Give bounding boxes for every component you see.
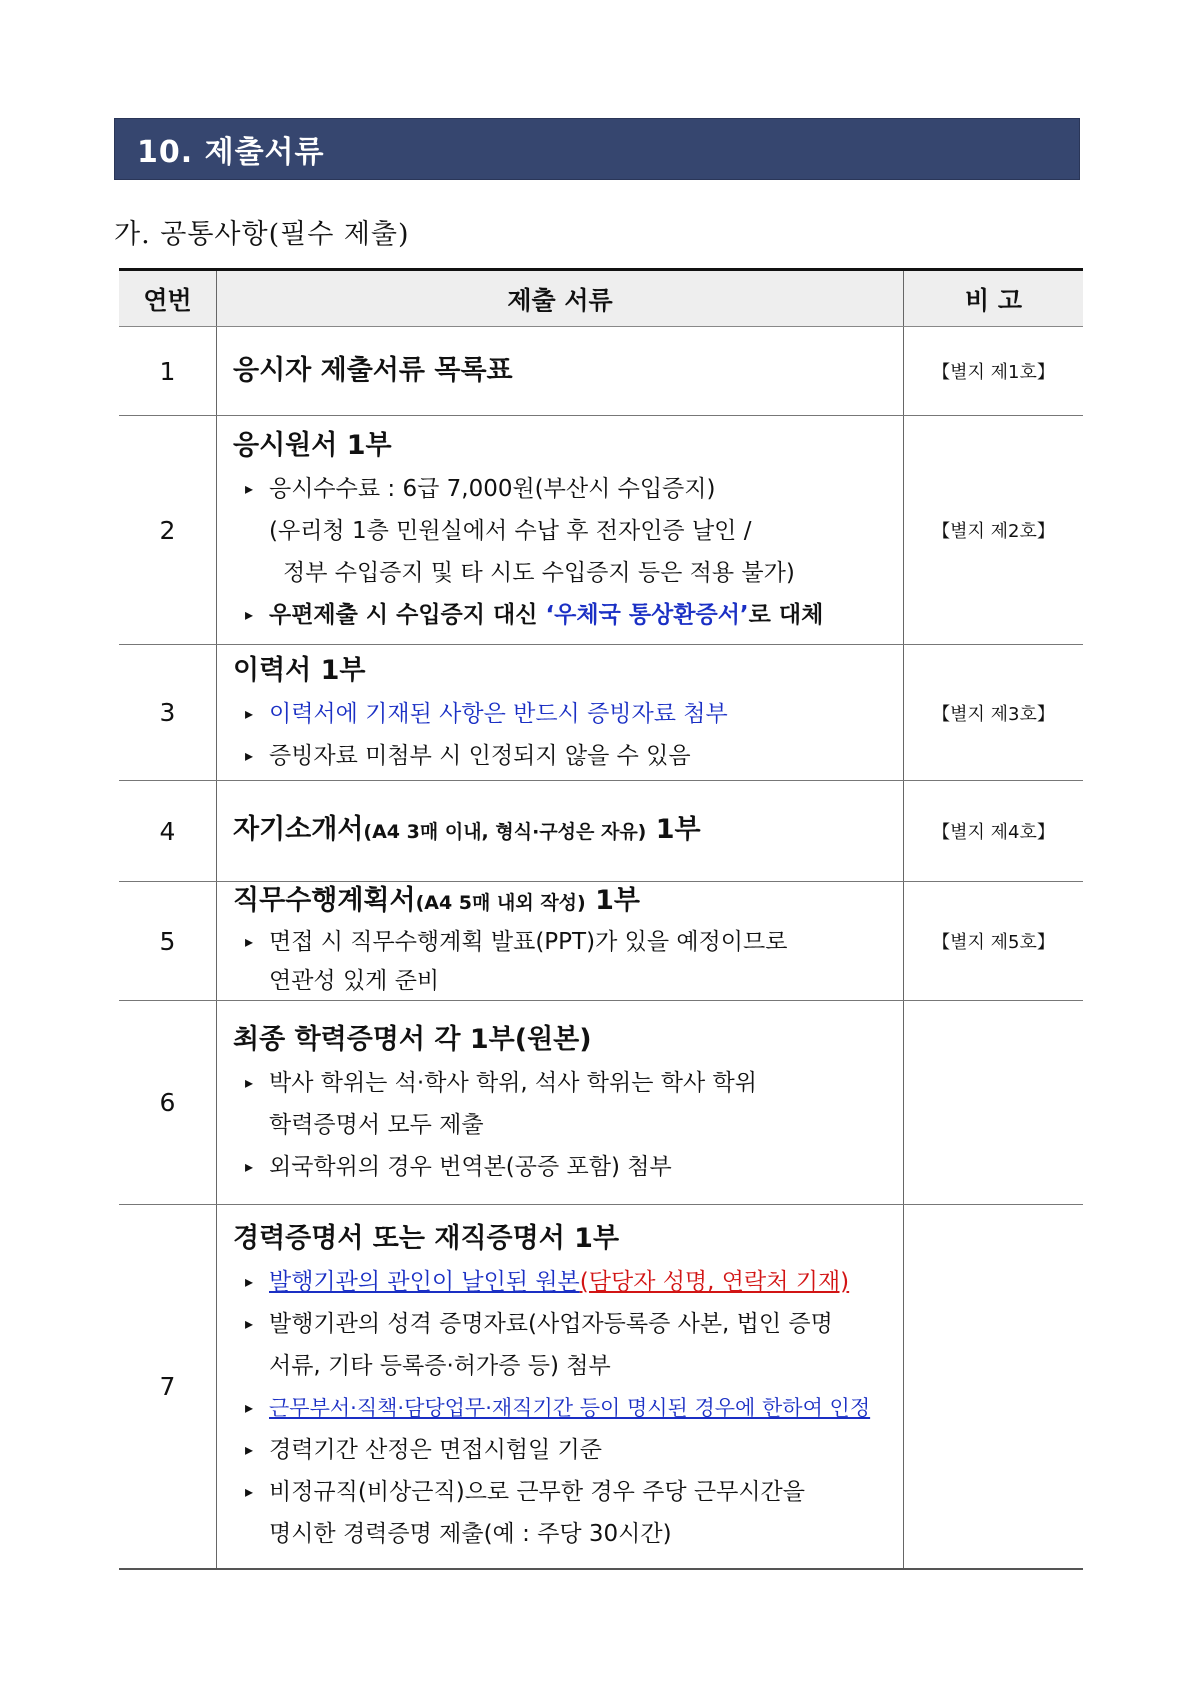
- underlined-text: 발행기관의 관인이 날인된 원본: [269, 1269, 580, 1296]
- table-row: [119, 781, 1083, 882]
- row-doc: [217, 1205, 904, 1569]
- row-title: 이력서 1부: [233, 654, 366, 686]
- bullet-item: ▸ 이력서에 기재된 사항은 반드시 증빙자료 첨부: [233, 693, 903, 735]
- bullet-item: ▸ 비정규직(비상근직)으로 근무한 경우 주당 근무시간을: [233, 1471, 903, 1513]
- row-doc: [217, 645, 904, 781]
- row-title: 경력증명서 또는 재직증명서 1부: [233, 1223, 620, 1255]
- bullet-text: 우편제출 시 수입증지 대신: [269, 602, 546, 628]
- table-header-row: [119, 270, 1083, 327]
- bullet-continuation: 명시한 경력증명 제출(예 : 주당 30시간): [269, 1521, 672, 1548]
- bullet-continuation: 서류, 기타 등록증·허가증 등) 첨부: [269, 1353, 611, 1380]
- row-note: [904, 1001, 1084, 1205]
- table-row: [119, 882, 1083, 1001]
- underlined-red-text: (담당자 성명, 연락처 기재): [579, 1269, 850, 1296]
- header-doc: 제출 서류: [217, 270, 904, 327]
- row-title: [233, 882, 903, 922]
- underlined-text: 근무부서·직책·담당업무·재직기간 등이 명시된 경우에 한하여 인정: [269, 1396, 871, 1421]
- row-note: 【별지 제2호】: [904, 416, 1084, 645]
- header-note: 비 고: [904, 270, 1084, 327]
- title-tail: 1부: [646, 814, 701, 845]
- title-detail: (A4 5매 내외 작성): [415, 892, 586, 914]
- table-row: [119, 1205, 1083, 1569]
- highlight-text: ‘우체국 통상환증서’: [545, 602, 749, 628]
- bullet-item: ▸ 면접 시 직무수행계획 발표(PPT)가 있을 예정이므로: [233, 922, 903, 962]
- table-row: [119, 1001, 1083, 1205]
- row-note: [904, 1205, 1084, 1569]
- row-note: 【별지 제3호】: [904, 645, 1084, 781]
- row-doc: [217, 416, 904, 645]
- row-num: 7: [119, 1205, 217, 1569]
- bullet-item: [233, 1387, 903, 1429]
- header-num: 연번: [119, 270, 217, 327]
- title-tail: 1부: [585, 885, 640, 916]
- bullet-item: ▸ 경력기간 산정은 면접시험일 기준: [233, 1429, 903, 1471]
- table-row: [119, 327, 1083, 416]
- table-row: [119, 416, 1083, 645]
- row-title: [233, 808, 903, 854]
- row-num: 4: [119, 781, 217, 882]
- table-row: [119, 645, 1083, 781]
- row-title: 응시자 제출서류 목록표: [233, 355, 513, 386]
- row-num: 2: [119, 416, 217, 645]
- row-doc: [217, 781, 904, 882]
- title-main: 직무수행계획서: [233, 885, 416, 916]
- bullet-continuation: 정부 수입증지 및 타 시도 수입증지 등은 적용 불가): [283, 560, 795, 586]
- bullet-continuation: 학력증명서 모두 제출: [269, 1111, 484, 1138]
- row-doc: [217, 882, 904, 1001]
- bullet-continuation: (우리청 1층 민원실에서 수납 후 전자인증 날인 /: [269, 518, 752, 544]
- row-title: 최종 학력증명서 각 1부(원본): [233, 1023, 592, 1055]
- title-main: 자기소개서: [233, 814, 364, 845]
- bullet-item: ▸ 응시수수료 : 6급 7,000원(부산시 수입증지): [233, 468, 903, 510]
- bullet-item: ▸ 증빙자료 미첨부 시 인정되지 않을 수 있음: [233, 735, 903, 777]
- bullet-item: [233, 1261, 903, 1303]
- row-num: 1: [119, 327, 217, 416]
- section-header-bar: [114, 118, 1080, 180]
- row-note: 【별지 제1호】: [904, 327, 1084, 416]
- subheading: 가. 공통사항(필수 제출): [114, 219, 410, 250]
- row-title: 응시원서 1부: [233, 430, 392, 461]
- row-num: 6: [119, 1001, 217, 1205]
- bullet-item: ▸ 박사 학위는 석·학사 학위, 석사 학위는 학사 학위: [233, 1062, 903, 1104]
- title-detail: (A4 3매 이내, 형식·구성은 자유): [363, 821, 647, 843]
- documents-table: [119, 268, 1083, 1570]
- bullet-item: [233, 594, 903, 636]
- row-doc: [217, 1001, 904, 1205]
- bullet-item: ▸ 외국학위의 경우 번역본(공증 포함) 첨부: [233, 1146, 903, 1188]
- bullet-text: 로 대체: [748, 602, 824, 628]
- row-note: 【별지 제5호】: [904, 882, 1084, 1001]
- bullet-item: ▸ 발행기관의 성격 증명자료(사업자등록증 사본, 법인 증명: [233, 1303, 903, 1345]
- bullet-continuation: 연관성 있게 준비: [269, 968, 440, 994]
- row-num: 3: [119, 645, 217, 781]
- row-note: 【별지 제4호】: [904, 781, 1084, 882]
- row-num: 5: [119, 882, 217, 1001]
- row-doc: [217, 327, 904, 416]
- section-title: 10. 제출서류: [137, 135, 325, 170]
